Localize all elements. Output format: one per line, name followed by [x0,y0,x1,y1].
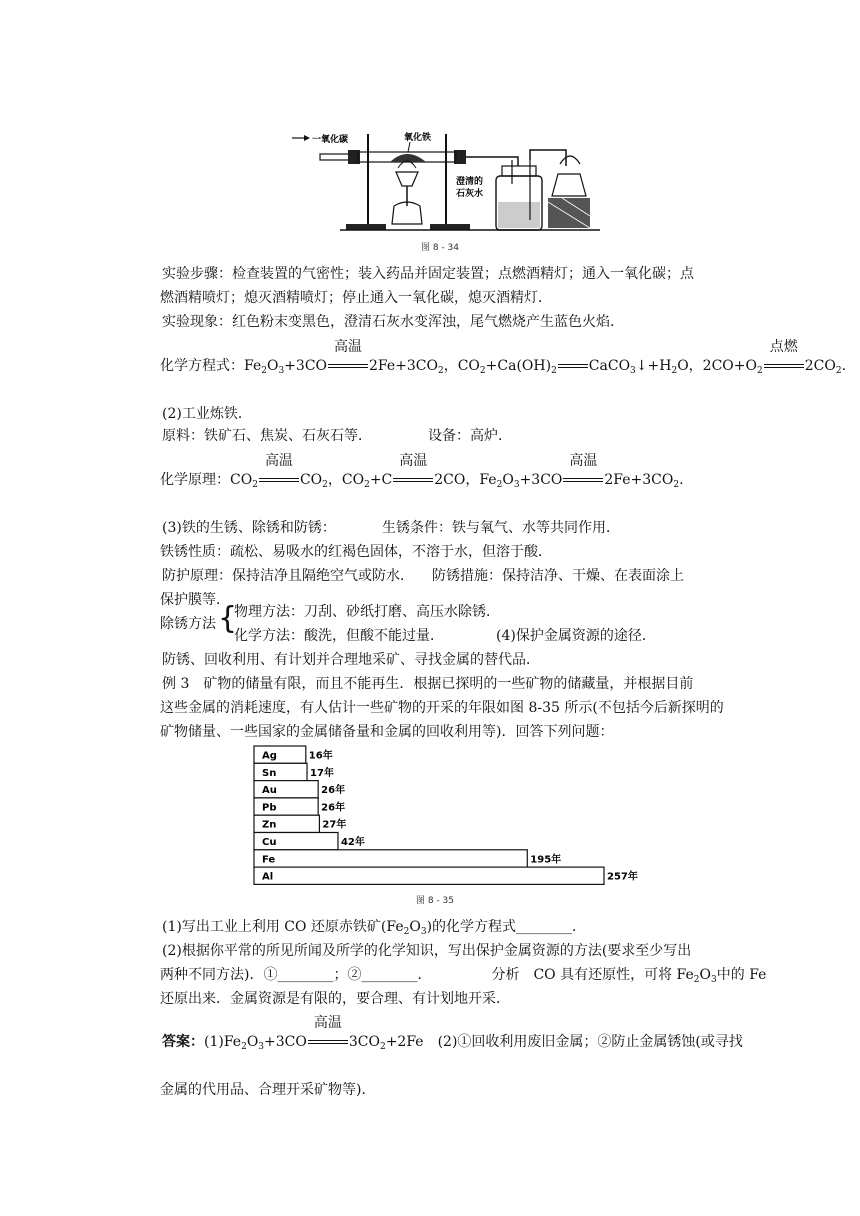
phenomenon-line: 实验现象：红色粉末变黑色，澄清石灰水变浑浊，尾气燃烧产生蓝色火焰． [162,314,624,330]
mining-years-chart [248,744,668,886]
bar-label-cu: Cu [262,837,277,848]
equation-line-1: 化学方程式：$Fe_2O_3+3CO$ 高温 $2Fe+3CO_2$，$CO_2+Ca(OH)_2$ $CaCO_3↓+H_2O$，$2CO+O_2$ 点燃 $2CO_2$. [160,339,847,376]
iron-making-heading: (2)工业炼铁． [162,406,252,422]
bar-label-al: Al [262,871,274,883]
value-label-pb: 26年 [321,802,346,814]
question-1: (1)写出工业上利用 CO 还原赤铁矿$(Fe_2O_3)$的化学方程式________． [162,919,587,937]
limewater-label-1: 澄清的 [456,177,484,187]
value-label-cu: 42年 [340,837,365,848]
bar-label-sn: Sn [262,767,277,779]
apparatus-figure [290,124,610,244]
bar-label-au: Au [262,785,277,797]
resource-protection-heading: (4)保护金属资源的途径． [496,628,656,644]
value-label-au: 26年 [321,785,346,797]
condition-ignite: 点燃 [764,356,804,376]
brace-icon: { [218,601,238,636]
equation-line-2: 化学原理：$CO_2$ 高温 $CO_2$，$CO_2+C$ 高温 2CO，$Fe_2O_3+3CO$ 高温 $2Fe+3CO_2$. [160,453,684,490]
derust-chemical: 化学方法：酸洗，但酸不能过量． [234,628,444,644]
rust-conditions: 生锈条件：铁与氧气、水等共同作用． [382,520,620,536]
protection-measures: 防锈措施：保持洁净、干燥、在表面涂上 [432,568,684,584]
condition-high-temp: 高温 [328,356,368,376]
rust-properties: 铁锈性质：疏松、易吸水的红褐色固体，不溶于水，但溶于酸． [160,544,552,560]
question-2-line-1: (2)根据你平常的所见所闻及所学的化学知识，写出保护金属资源的方法(要求至少写出 [162,943,692,959]
figure-8-35-caption: 图 8 - 35 [416,896,455,906]
protection-measures-cont: 保护膜等． [160,592,230,608]
derust-label: 除锈方法 [160,616,216,632]
value-label-fe: 195年 [530,854,562,866]
derust-physical: 物理方法：刀刮、砂纸打磨、高压水除锈． [234,604,500,620]
example3-line-2: 这些金属的消耗速度，有人估计一些矿物的开采的年限如图 8-35 所示(不包括今后新探明的 [160,700,724,716]
fe2o3-label: 氧化铁 [404,133,432,143]
steps-line-1: 实验步骤：检查装置的气密性；装入药品并固定装置；点燃酒精灯；通入一氧化碳；点 [162,266,694,282]
example3-line-3: 矿物储量、一些国家的金属储备量和金属的回收利用等)．回答下列问题： [160,724,614,740]
value-label-zn: 27年 [322,819,347,831]
bar-label-pb: Pb [262,802,277,814]
bar-label-zn: Zn [262,819,277,831]
answer-line-2: 金属的代用品、合理开采矿物等)． [160,1082,376,1098]
raw-materials-line: 原料：铁矿石、焦炭、石灰石等． [162,428,372,444]
bar-al [254,867,604,884]
value-label-ag: 16年 [308,750,333,762]
steps-line-2: 燃酒精喷灯；熄灭酒精喷灯；停止通入一氧化碳，熄灭酒精灯． [160,290,552,306]
bar-fe [254,850,527,867]
protection-principle: 防护原理：保持洁净且隔绝空气或防水． [162,568,414,584]
value-label-al: 257年 [607,871,638,883]
co-label: 一氧化碳 [312,135,349,145]
limewater-label-2: 石灰水 [456,189,484,199]
rust-heading: (3)铁的生锈、除锈和防锈： [162,520,336,536]
bar-label-ag: Ag [262,750,277,762]
question-2-line-2: 两种不同方法)．①________；②________． 分析 CO 具有还原性，可将 $Fe_2O_3$中的 Fe [160,967,767,985]
bar-label-fe: Fe [262,854,276,866]
answer-line: 答案：$(1)Fe_2O_3+3CO$ 高温 $3CO_2+2Fe$ (2)①回收利用废旧金属；②防止金属锈蚀(或寻找 [162,1015,743,1052]
analysis-line: 还原出来．金属资源是有限的，要合理、有计划地开采． [160,991,510,1007]
protection-ways: 防锈、回收利用、有计划并合理地采矿、寻找金属的替代品． [162,652,540,668]
figure-8-34-caption: 图 8 - 34 [421,243,460,253]
value-label-sn: 17年 [310,767,334,779]
equipment-line: 设备：高炉． [428,428,512,444]
example3-line-1: 例 3 矿物的储量有限，而且不能再生．根据已探明的一些矿物的储藏量，并根据目前 [162,676,694,692]
